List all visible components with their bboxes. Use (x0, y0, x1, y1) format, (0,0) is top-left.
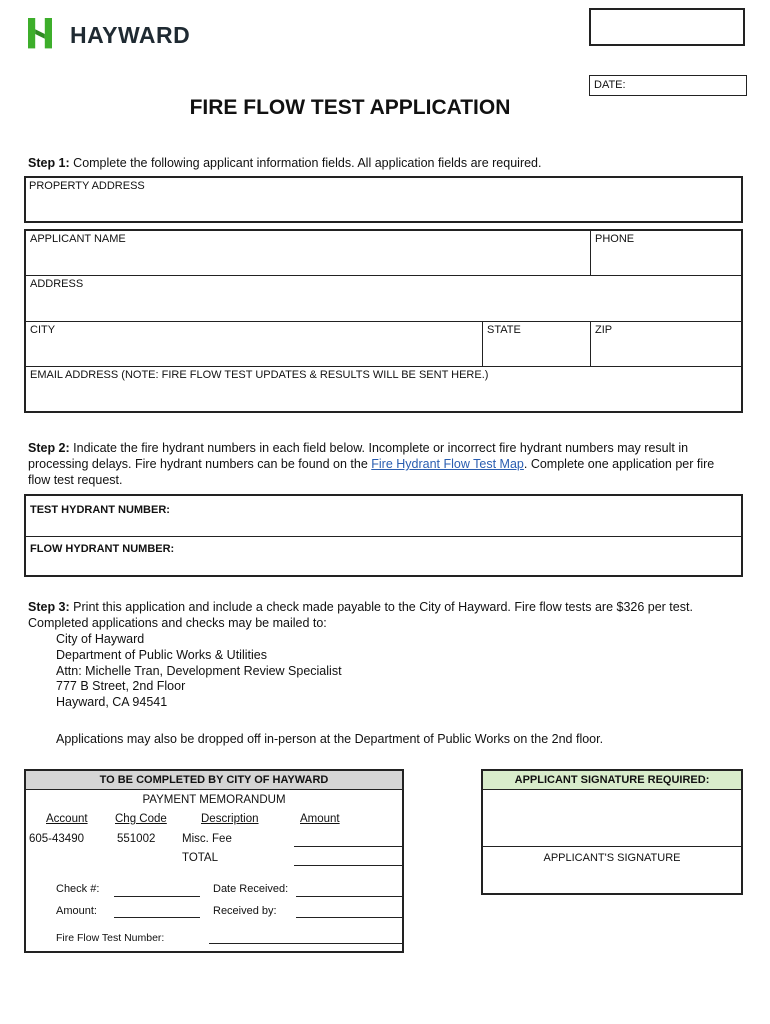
step2-text-b: . Complete one application per fire flow test request. (28, 457, 715, 487)
city-field[interactable] (26, 322, 483, 367)
check-number-line[interactable] (114, 896, 200, 897)
amount-line[interactable] (294, 846, 402, 847)
mail-address-line: 777 B Street, 2nd Floor (56, 679, 186, 693)
email-label: EMAIL ADDRESS (NOTE: FIRE FLOW TEST UPDATES & RESULTS WILL BE SENT HERE.) (30, 369, 489, 381)
address-field[interactable] (26, 276, 741, 322)
col-chg-code: Chg Code (115, 813, 167, 825)
logo-text: HAYWARD (70, 22, 191, 48)
property-address-label: PROPERTY ADDRESS (29, 180, 145, 192)
amount-label: Amount: (56, 905, 97, 917)
step2-lead: Step 2: (28, 441, 70, 455)
col-description: Description (201, 813, 259, 825)
flow-hydrant-field[interactable] (26, 537, 741, 575)
memo-heading: TO BE COMPLETED BY CITY OF HAYWARD (26, 771, 402, 790)
mail-address-line: Attn: Michelle Tran, Development Review Specialist (56, 664, 342, 678)
signature-heading: APPLICANT SIGNATURE REQUIRED: (483, 771, 741, 790)
total-line[interactable] (294, 865, 402, 866)
state-field[interactable] (483, 322, 591, 367)
row-chg-code: 551002 (117, 833, 156, 845)
applicant-name-label: APPLICANT NAME (30, 233, 126, 245)
signature-block (481, 769, 743, 895)
step2-instructions (28, 440, 718, 488)
dropoff-note: Applications may also be dropped off in-person at the Department of Public Works on the 2nd floor. (56, 732, 604, 746)
step1-instructions (28, 155, 728, 171)
amount-received-line[interactable] (114, 917, 200, 918)
total-label: TOTAL (182, 852, 218, 864)
hayward-logo-icon (28, 15, 60, 53)
date-received-line[interactable] (296, 896, 402, 897)
check-number-label: Check #: (56, 883, 100, 895)
hydrant-table (24, 494, 743, 577)
address-label: ADDRESS (30, 278, 84, 290)
page-title: FIRE FLOW TEST APPLICATION (189, 96, 511, 119)
office-use-box[interactable] (589, 8, 745, 46)
mail-address-line: Department of Public Works & Utilities (56, 648, 267, 662)
signature-label: APPLICANT'S SIGNATURE (543, 852, 681, 864)
received-by-label: Received by: (213, 905, 277, 917)
step1-lead: Step 1: (28, 156, 70, 170)
payment-memorandum (24, 769, 404, 953)
email-field[interactable] (26, 367, 741, 411)
phone-label: PHONE (595, 233, 635, 245)
received-by-line[interactable] (296, 917, 402, 918)
step3-instructions (28, 599, 723, 631)
date-label: DATE: (594, 79, 626, 91)
zip-label: ZIP (595, 324, 613, 336)
flow-hydrant-label: FLOW HYDRANT NUMBER: (30, 543, 175, 555)
col-account: Account (46, 813, 88, 825)
row-account: 605-43490 (29, 833, 84, 845)
date-received-label: Date Received: (213, 883, 289, 895)
memo-subheading: PAYMENT MEMORANDUM (142, 794, 286, 806)
row-description: Misc. Fee (182, 833, 232, 845)
applicant-info-table (24, 229, 743, 413)
step3-lead: Step 3: (28, 600, 70, 614)
test-hydrant-label: TEST HYDRANT NUMBER: (30, 504, 170, 516)
col-amount: Amount (300, 813, 340, 825)
test-hydrant-field[interactable] (26, 496, 741, 537)
fire-flow-test-number-label: Fire Flow Test Number: (56, 932, 165, 944)
date-field[interactable] (589, 75, 747, 96)
city-label: CITY (30, 324, 56, 336)
state-label: STATE (487, 324, 521, 336)
mail-address-line: City of Hayward (56, 632, 145, 646)
zip-field[interactable] (591, 322, 741, 367)
hydrant-map-link[interactable]: Fire Hydrant Flow Test Map (371, 457, 524, 471)
signature-field[interactable] (483, 790, 741, 847)
applicant-name-field[interactable] (26, 231, 591, 276)
property-address-field[interactable] (24, 176, 743, 223)
mail-address-line: Hayward, CA 94541 (56, 695, 168, 709)
step1-text: Complete the following applicant information fields. All application fields are required. (69, 156, 542, 170)
fire-flow-test-number-line[interactable] (209, 943, 402, 944)
phone-field[interactable] (591, 231, 741, 276)
step2-text-a: Indicate the fire hydrant numbers in each field below. Incomplete or incorrect fire hydrant numbers may result in processing delays. Fire hydrant numbers can be found on the (28, 441, 689, 471)
step3-text: Print this application and include a check made payable to the City of Hayward. Fire flow tests are $326 per test. Completed applications and checks may be mailed to: (28, 600, 693, 630)
